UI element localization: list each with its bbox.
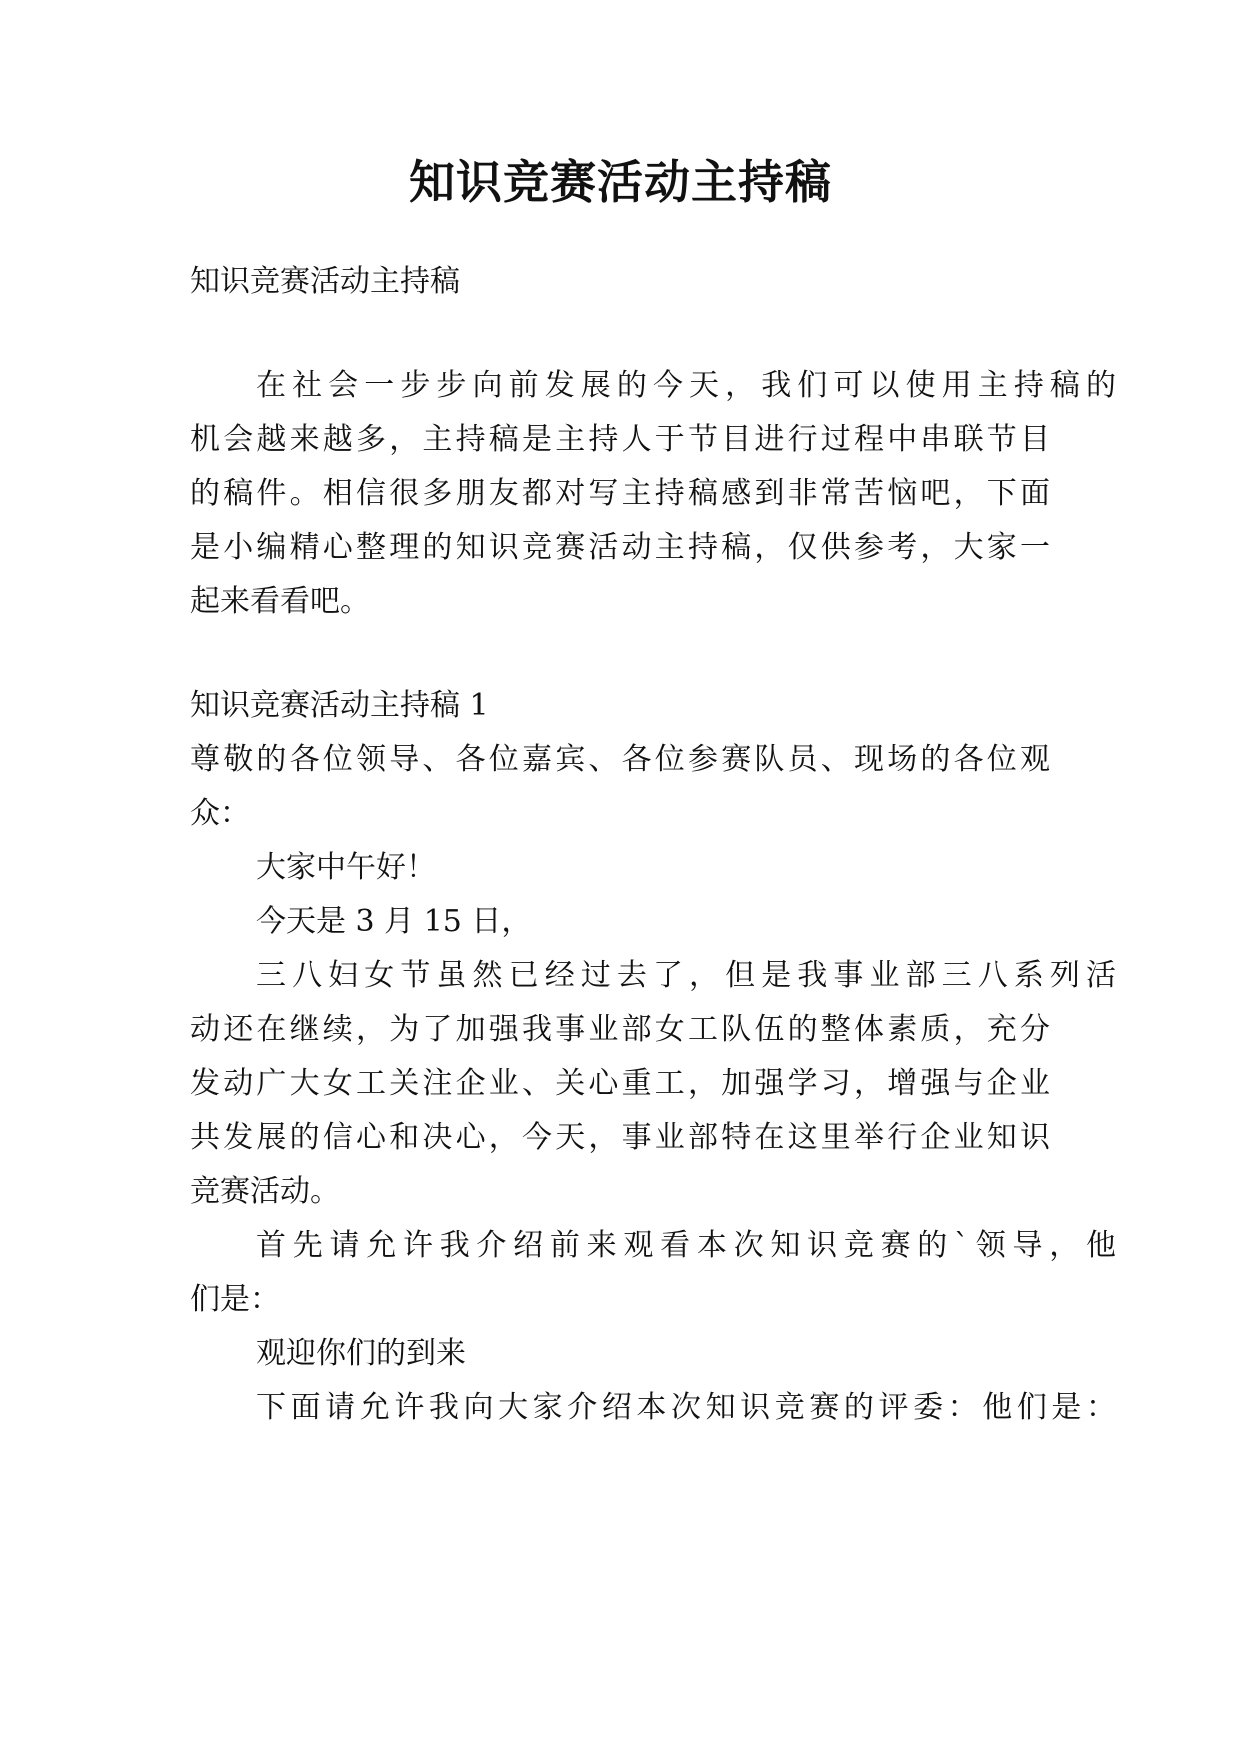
greeting-line: 众：	[190, 796, 250, 831]
date-line: 今天是 3 月 15 日，	[256, 904, 532, 939]
welcome-line: 观迎你们的到来	[256, 1336, 466, 1371]
document-title: 知识竞赛活动主持稿	[409, 155, 832, 209]
body-line: 共发展的信心和决心，今天，事业部特在这里举行企业知识	[190, 1120, 1050, 1155]
body-line: 动还在继续，为了加强我事业部女工队伍的整体素质，充分	[190, 1012, 1050, 1047]
body-line: 发动广大女工关注企业、关心重工，加强学习，增强与企业	[190, 1066, 1050, 1101]
leaders-line: 首先请允许我介绍前来观看本次知识竞赛的`领导，他	[256, 1228, 1116, 1263]
judges-line: 下面请允许我向大家介绍本次知识竞赛的评委：他们是：	[256, 1390, 1116, 1425]
intro-line: 机会越来越多，主持稿是主持人于节目进行过程中串联节目	[190, 422, 1050, 457]
intro-line: 是小编精心整理的知识竞赛活动主持稿，仅供参考，大家一	[190, 530, 1050, 565]
intro-line: 的稿件。相信很多朋友都对写主持稿感到非常苦恼吧，下面	[190, 476, 1050, 511]
body-line: 竞赛活动。	[190, 1174, 340, 1209]
hello-line: 大家中午好！	[256, 850, 436, 885]
greeting-line: 尊敬的各位领导、各位嘉宾、各位参赛队员、现场的各位观	[190, 742, 1050, 777]
body-line: 三八妇女节虽然已经过去了，但是我事业部三八系列活	[256, 958, 1116, 993]
intro-line: 在社会一步步向前发展的今天，我们可以使用主持稿的	[256, 368, 1116, 403]
section-heading: 知识竞赛活动主持稿 1	[190, 688, 489, 723]
intro-line: 起来看看吧。	[190, 584, 370, 619]
subtitle: 知识竞赛活动主持稿	[190, 264, 460, 299]
leaders-line: 们是：	[190, 1282, 280, 1317]
